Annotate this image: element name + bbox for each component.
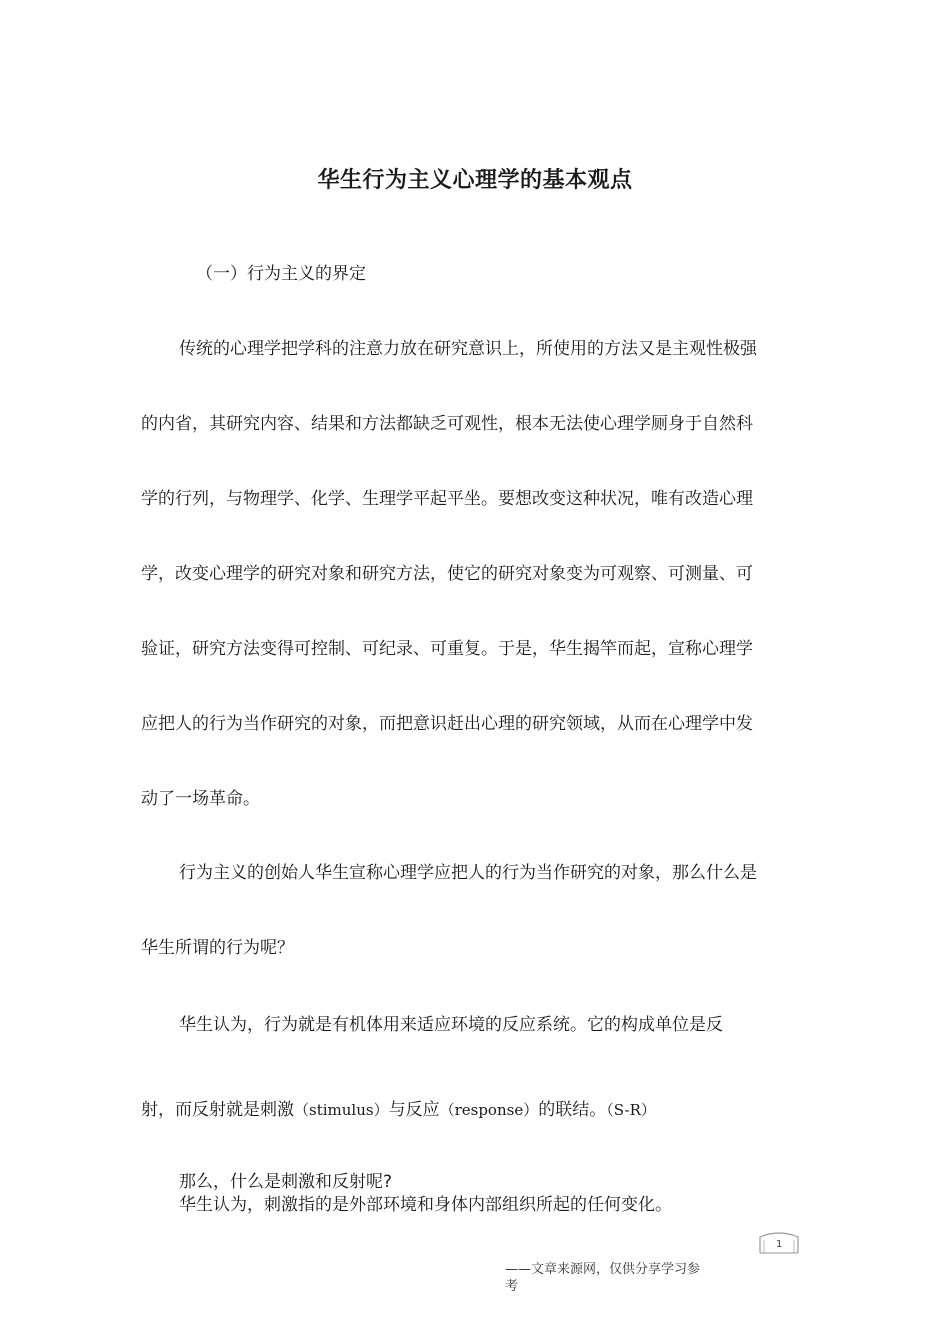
footer-line: ——文章来源网，仅供分享学习参 <box>505 1262 701 1277</box>
paragraph-line: 学，改变心理学的研究对象和研究方法，使它的研究对象变为可观察、可测量、可 <box>141 564 753 584</box>
page-number: 1 <box>776 1239 783 1250</box>
paragraph-line: 的内省，其研究内容、结果和方法都缺乏可观性，根本无法使心理学厕身于自然科 <box>141 414 753 434</box>
paragraph-line: 华生认为，行为就是有机体用来适应环境的反应系统。它的构成单位是反 <box>179 1015 723 1035</box>
paragraph-line: 行为主义的创始人华生宣称心理学应把人的行为当作研究的对象，那么什么是 <box>179 863 757 883</box>
section-heading: （一）行为主义的界定 <box>196 264 366 284</box>
page-number-badge <box>758 1231 800 1255</box>
text-segment: 的联结。 <box>538 1100 607 1120</box>
term-stimulus: （stimulus） <box>294 1101 389 1119</box>
paragraph-line: 华生认为，刺激指的是外部环境和身体内部组织所起的任何变化。 <box>179 1195 672 1215</box>
paragraph-line: 学的行列，与物理学、化学、生理学平起平坐。要想改变这种状况，唯有改造心理 <box>141 489 753 509</box>
text-segment: 与反应 <box>388 1100 440 1120</box>
footer-line: 考 <box>505 1279 519 1294</box>
term-response: （response） <box>439 1101 539 1119</box>
paragraph-line: 华生所谓的行为呢？ <box>141 938 294 958</box>
paragraph-line-mixed <box>141 1098 656 1122</box>
document-title: 华生行为主义心理学的基本观点 <box>317 168 633 193</box>
formula-sr: （S-R） <box>606 1101 656 1119</box>
paragraph-line: 传统的心理学把学科的注意力放在研究意识上，所使用的方法又是主观性极强 <box>179 339 757 359</box>
paragraph-line: 动了一场革命。 <box>141 789 260 809</box>
paragraph-line: 验证，研究方法变得可控制、可纪录、可重复。于是，华生揭竿而起，宣称心理学 <box>141 639 753 659</box>
text-segment: 射，而反射就是刺激 <box>141 1100 294 1120</box>
paragraph-line: 应把人的行为当作研究的对象，而把意识赶出心理的研究领域，从而在心理学中发 <box>141 714 753 734</box>
paragraph-line: 那么，什么是刺激和反射呢? <box>179 1172 393 1192</box>
